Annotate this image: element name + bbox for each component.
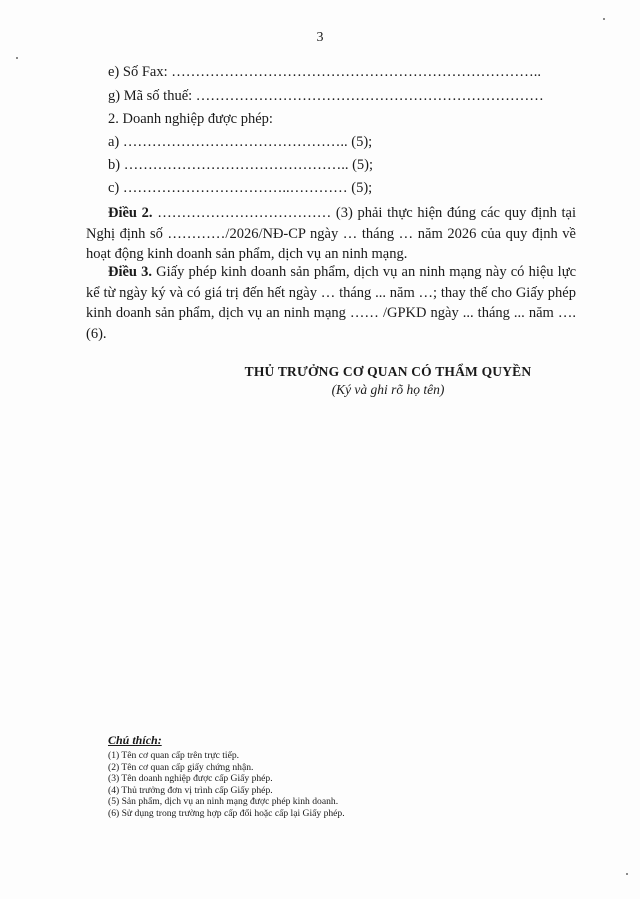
- scan-speck: [626, 873, 628, 875]
- article-3-text: Giấy phép kinh doanh sản phẩm, dịch vụ an ninh mạng này có hiệu lực kể từ ngày ký và có giá trị đến hết ngày … tháng ... năm …; thay thế cho Giấy phép kinh doanh sản phẩm, dịch vụ an ninh mạng …… /GPKD ngày ... tháng ... năm …. (6).: [86, 264, 577, 342]
- note-item: (6) Sử dụng trong trường hợp cấp đổi hoặc cấp lại Giấy phép.: [108, 807, 345, 819]
- permitted-item-a: a) ……………………………………….. (5);: [108, 134, 373, 150]
- scan-speck: [603, 18, 605, 20]
- permitted-item-b: b) ……………………………………….. (5);: [108, 157, 374, 173]
- note-item: (2) Tên cơ quan cấp giấy chứng nhận.: [108, 761, 254, 773]
- section-2-heading: 2. Doanh nghiệp được phép:: [108, 111, 273, 127]
- article-2-paragraph: [86, 203, 576, 265]
- signature-subtitle: (Ký và ghi rõ họ tên): [331, 382, 445, 397]
- signature-title: THỦ TRƯỞNG CƠ QUAN CÓ THẨM QUYỀN: [244, 364, 532, 379]
- article-3-label: Điều 3.: [108, 264, 153, 280]
- tax-code-field: g) Mã số thuế: ………………………………………………………………: [108, 88, 544, 104]
- notes-section: [108, 733, 528, 820]
- fax-field: e) Số Fax: …………………………………………………………………..: [108, 64, 541, 80]
- note-item: (1) Tên cơ quan cấp trên trực tiếp.: [108, 750, 240, 761]
- scan-speck: [16, 57, 18, 59]
- article-3-paragraph: [86, 262, 576, 344]
- article-2-label: Điều 2.: [108, 205, 153, 221]
- permitted-item-c: c) ……………………………..………… (5);: [108, 180, 373, 196]
- note-item: (5) Sản phẩm, dịch vụ an ninh mạng được phép kinh doanh.: [108, 796, 339, 808]
- notes-title: Chú thích:: [108, 733, 162, 747]
- page-number: 3: [316, 30, 324, 45]
- note-item: (3) Tên doanh nghiệp được cấp Giấy phép.: [108, 773, 273, 785]
- article-2-text: ……………………………… (3) phải thực hiện đúng các quy định tại Nghị định số …………/2026/NĐ-CP ngày … tháng … năm 2026 của quy định về hoạt động kinh doanh sản phẩm, dịch vụ an ninh mạng.: [86, 205, 576, 262]
- note-item: (4) Thủ trưởng đơn vị trình cấp Giấy phép.: [108, 784, 273, 796]
